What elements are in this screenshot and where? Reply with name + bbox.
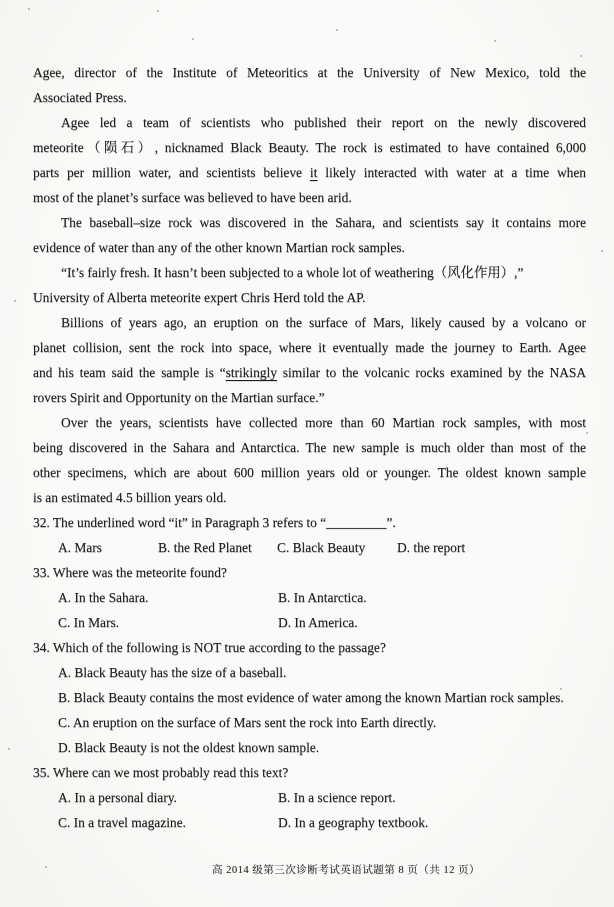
passage-text: The baseball–size rock was discovered in the Sahara, and scientists say it contains more [61, 215, 586, 230]
passage-line-p1 [33, 160, 586, 185]
question-32-option-C: C. Black Beauty [277, 540, 366, 555]
scan-speck [560, 688, 562, 690]
question-35-option-C: C. In a travel magazine. [58, 815, 186, 830]
passage-text: planet collision, sent the rock into space, where it eventually made the journey to Earth. Agee [33, 340, 586, 355]
underlined-word: it [309, 165, 318, 180]
passage-text: Over the years, scientists have collected more than 60 Martian rock samples, with most [61, 415, 586, 430]
passage-text: likely interacted with water at a time when [317, 165, 586, 180]
question-33-stem: 33. Where was the meteorite found? [33, 565, 227, 580]
question-33-option-D: D. In America. [278, 615, 358, 630]
passage-text: similar to the volcanic rocks examined by the NASA [276, 365, 586, 380]
scan-speck [28, 8, 30, 10]
question-34-option-C: C. An eruption on the surface of Mars sent the rock into Earth directly. [58, 715, 437, 730]
scan-speck [8, 748, 10, 750]
passage-line-p5 [33, 435, 586, 460]
passage-line-p4 [33, 385, 586, 410]
question-35-option-B: B. In a science report. [278, 790, 396, 805]
passage-text: is an estimated 4.5 billion years old. [33, 490, 227, 505]
question-34-option-D: D. Black Beauty is not the oldest known sample. [58, 740, 320, 755]
passage-text: being discovered in the Sahara and Antarctica. The new sample is much older than most of the [33, 440, 586, 455]
passage-text: meteorite（陨石）, nicknamed Black Beauty. The rock is estimated to have contained 6,000 [33, 140, 586, 155]
question-34-options [33, 660, 586, 760]
passage-line-p4 [33, 310, 586, 335]
question-35-options [33, 785, 586, 835]
passage-line-p5 [33, 485, 586, 510]
passage-line-p2 [33, 235, 586, 260]
passage-text: and his team said the sample is “ [33, 365, 226, 380]
scan-speck [157, 10, 159, 12]
question-35-stem: 35. Where can we most probably read this text? [33, 765, 289, 780]
passage-text: Associated Press. [33, 90, 127, 105]
question-32-option-A: A. Mars [58, 540, 102, 555]
passage-line-p5 [33, 460, 586, 485]
passage-text: rovers Spirit and Opportunity on the Martian surface.” [33, 390, 325, 405]
question-33-options [33, 585, 586, 635]
passage-line-p1 [33, 185, 586, 210]
question-32-option-B: B. the Red Planet [158, 540, 252, 555]
underlined-word: strikingly [225, 365, 277, 380]
passage-line-p5 [33, 410, 586, 435]
passage-line-p0 [33, 60, 586, 85]
question-33-option-B: B. In Antarctica. [278, 590, 367, 605]
scan-speck [586, 432, 588, 434]
scan-speck [336, 29, 338, 31]
scan-speck [45, 866, 47, 868]
passage-text: parts per million water, and scientists believe [33, 165, 310, 180]
question-34 [33, 635, 586, 760]
passage-text: Billions of years ago, an eruption on the surface of Mars, likely caused by a volcano or [61, 315, 586, 330]
passage-line-p4 [33, 360, 586, 385]
passage-line-p0 [33, 85, 586, 110]
page-content [33, 60, 586, 835]
passage-line-p4 [33, 335, 586, 360]
questions-section [33, 510, 586, 835]
reading-passage [33, 60, 586, 510]
passage-text: Agee led a team of scientists who published their report on the newly discovered [61, 115, 586, 130]
passage-line-p1 [33, 135, 586, 160]
page-footer: 高 2014 级第三次诊断考试英语试题第 8 页（共 12 页） [212, 865, 480, 876]
question-32-option-D: D. the report [397, 540, 466, 555]
question-33-option-A: A. In the Sahara. [58, 590, 149, 605]
question-34-stem: 34. Which of the following is NOT true according to the passage? [33, 640, 386, 655]
passage-text: evidence of water than any of the other known Martian rock samples. [33, 240, 405, 255]
passage-line-p1 [33, 110, 586, 135]
passage-text: most of the planet’s surface was believed to have been arid. [33, 190, 352, 205]
passage-line-p2 [33, 210, 586, 235]
scan-speck [192, 38, 194, 40]
passage-text: other specimens, which are about 600 million years old or younger. The oldest known sample [33, 465, 586, 480]
question-34-option-B: B. Black Beauty contains the most evidence of water among the known Martian rock samples. [58, 690, 564, 705]
question-33 [33, 560, 586, 635]
passage-text: University of Alberta meteorite expert Chris Herd told the AP. [33, 290, 366, 305]
passage-line-p3 [33, 260, 586, 285]
passage-text: “It’s fairly fresh. It hasn’t been subjected to a whole lot of weathering（风化作用）,” [61, 265, 524, 280]
scan-speck [14, 300, 16, 302]
question-32 [33, 510, 586, 560]
question-34-option-A: A. Black Beauty has the size of a baseball. [58, 665, 287, 680]
scan-speck [494, 40, 496, 42]
scan-speck [580, 55, 582, 57]
question-35 [33, 760, 586, 835]
question-32-stem: 32. The underlined word “it” in Paragraph 3 refers to “_________”. [33, 515, 396, 530]
question-35-option-A: A. In a personal diary. [58, 790, 177, 805]
scan-speck [601, 250, 603, 252]
question-35-option-D: D. In a geography textbook. [278, 815, 429, 830]
passage-text: Agee, director of the Institute of Meteoritics at the University of New Mexico, told the [33, 65, 586, 80]
question-32-options [33, 535, 586, 560]
passage-line-p3 [33, 285, 586, 310]
question-33-option-C: C. In Mars. [58, 615, 119, 630]
